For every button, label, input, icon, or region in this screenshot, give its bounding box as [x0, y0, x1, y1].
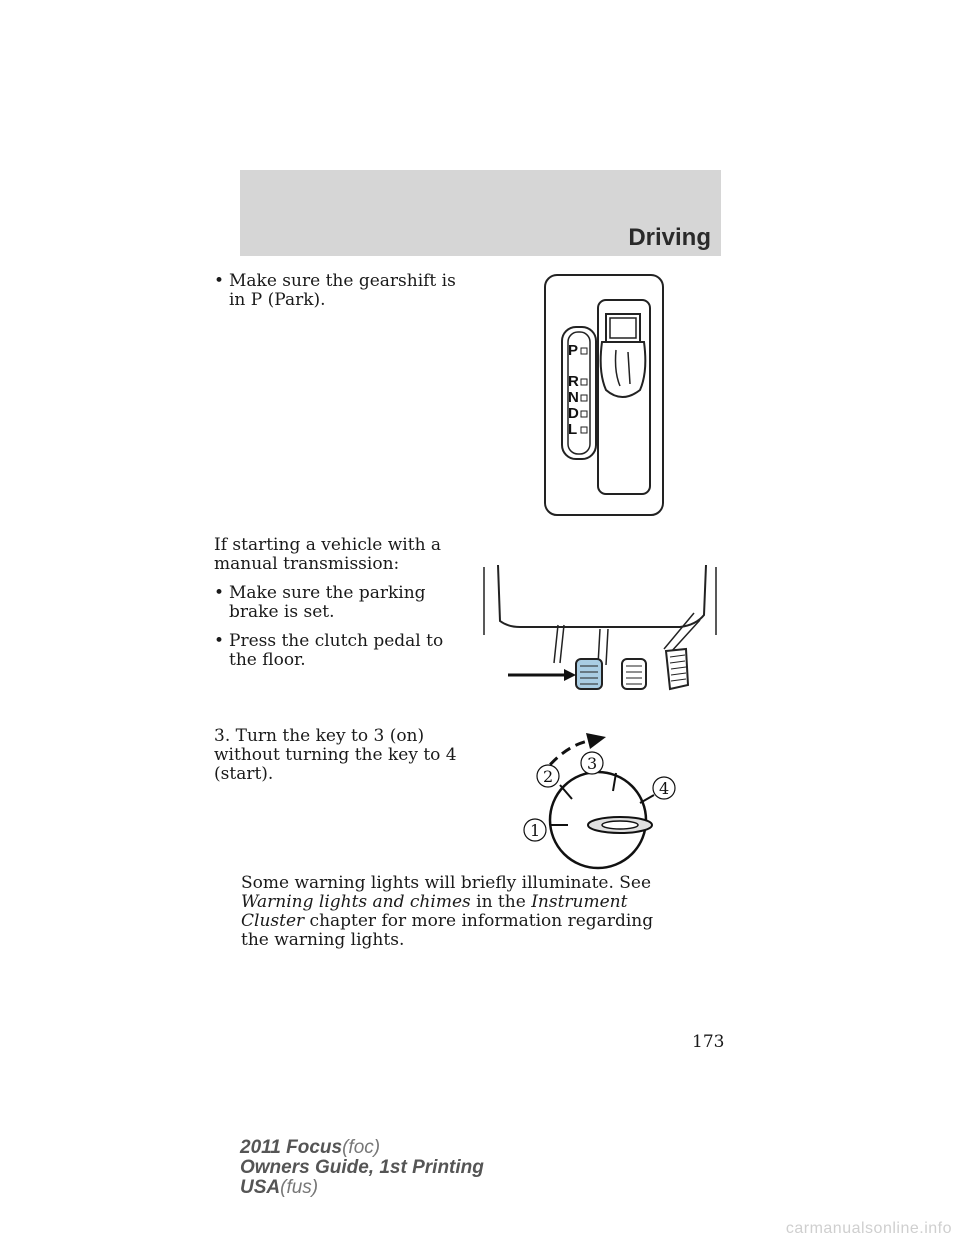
- bullet-gearshift: • Make sure the gearshift is in P (Park).: [214, 272, 464, 310]
- pedals-figure: [480, 565, 720, 699]
- pedals-illustration: [480, 565, 720, 695]
- ignition-figure: [510, 725, 700, 874]
- para-text-3: chapter for more information regarding the warning lights.: [241, 911, 654, 950]
- footer-model-code: (foc): [342, 1137, 381, 1158]
- key-position-1: 1: [530, 821, 541, 840]
- reference-instrument-cluster: Instrument Cluster: [241, 892, 628, 931]
- manual-transmission-instructions: [214, 536, 474, 670]
- gearshift-instruction: [214, 272, 464, 310]
- footer-market-code: (fus): [280, 1177, 319, 1198]
- warning-lights-paragraph: [241, 874, 681, 950]
- section-header-band: [240, 170, 721, 256]
- gearshift-figure: [540, 272, 670, 524]
- ignition-step: [214, 727, 464, 784]
- footer-model: 2011 Focus: [240, 1137, 343, 1158]
- bullet-clutch: • Press the clutch pedal to the floor.: [214, 632, 474, 670]
- section-title: Driving: [628, 224, 711, 251]
- para-text-2: in the: [476, 892, 526, 912]
- gear-label-d: D: [568, 405, 579, 422]
- manual-intro: If starting a vehicle with a manual transmission:: [214, 535, 442, 574]
- page-number: 173: [692, 1032, 725, 1052]
- watermark: carmanualsonline.info: [785, 1220, 952, 1237]
- gearshift-illustration: [540, 272, 670, 520]
- key-position-2: 2: [543, 767, 554, 786]
- gear-label-p: P: [568, 342, 579, 359]
- para-text-1: Some warning lights will briefly illuminate. See: [241, 873, 652, 893]
- gear-label-r: R: [568, 373, 579, 390]
- key-position-4: 4: [659, 779, 670, 798]
- reference-warning-lights: Warning lights and chimes: [241, 892, 471, 912]
- step-3-text: 3. Turn the key to 3 (on) without turning the key to 4 (start).: [214, 726, 457, 784]
- footer-edition: Owners Guide, 1st Printing: [240, 1157, 484, 1178]
- gear-label-l: L: [568, 421, 578, 438]
- footer-market: USA: [240, 1177, 281, 1198]
- bullet-parking-brake: • Make sure the parking brake is set.: [214, 584, 474, 622]
- gear-label-n: N: [568, 389, 579, 406]
- ignition-key-illustration: [510, 725, 700, 870]
- key-position-3: 3: [587, 754, 598, 773]
- document-footer: [240, 1138, 484, 1198]
